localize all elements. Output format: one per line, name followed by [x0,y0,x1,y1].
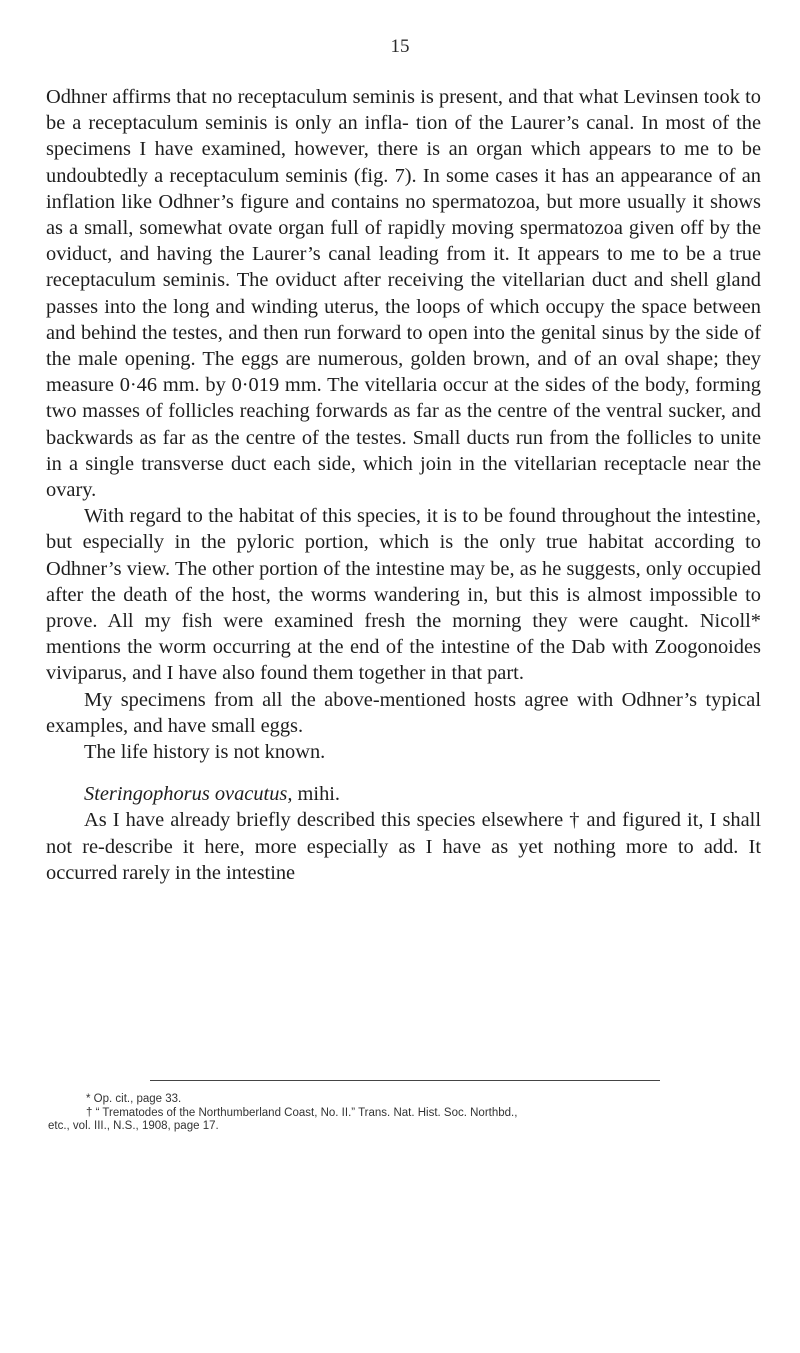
footnote-trematodes-continued: etc., vol. III., N.S., 1908, page 17. [48,1120,219,1132]
species-name: Steringophorus ovacutus, [84,783,293,806]
paragraph-reproductive-organs: Odhner affirms that no receptaculum seminis is present, and that what Levinsen took to be a receptaculum seminis is only an infla- tion of the Laurer’s canal. In most of the specimens I have examined, however, there is an organ which appears to me to be undoubtedly a receptaculum seminis (fig. 7). In some cases it has an appearance of an inflation like Odhner’s figure and contains no spermatozoa, but more usually it shows as a small, somewhat ovate organ full of rapidly moving spermatozoa given off by the oviduct, and having the Laurer’s canal leading from it. It appears to me to be a true receptaculum seminis. The oviduct after receiving the vitellarian duct and shell gland passes into the long and winding uterus, the loops of which occupy the space between and behind the testes, and then run forward to open into the genital sinus by the side of the male opening. The eggs are numerous, golden brown, and of an oval shape; they measure 0·46 mm. by 0·019 mm. The vitellaria occur at the sides of the body, forming two masses of follicles reaching forwards as far as the centre of the ventral sucker, and backwards as far as the centre of the testes. Small ducts run from the follicles to unite in a single transverse duct each side, which join in the vitellarian receptacle near the ovary. [46,86,761,502]
footnote-divider [150,1080,660,1081]
paragraph-habitat: With regard to the habitat of this species, it is to be found throughout the intestine, but especially in the pyloric portion, which is the only true habitat according to Odhner’s view. The other portion of the intestine may be, as he suggests, only occupied after the death of the host, the worms wandering in, but this is almost impossible to prove. All my fish were examined fresh the morning they were caught. Nicoll* mentions the worm occurring at the end of the intestine of the Dab with Zoogonoides viviparus, and I have also found them together in that part. [46,505,761,685]
paragraph-life-history: The life history is not known. [84,741,326,764]
body-text [46,84,761,886]
paragraph-specimens: My specimens from all the above-mentioned hosts agree with Odhner’s typical examples, and have small eggs. [46,688,761,737]
footnote-op-cit: * Op. cit., page 33. [86,1093,182,1105]
species-heading [46,781,761,807]
footnotes [48,1093,768,1134]
species-author: mihi. [297,783,341,806]
paragraph-description: As I have already briefly described this species elsewhere † and figured it, I shall not re-describe it here, more especially as I have as yet nothing more to add. It occurred rarely in the intestine [46,809,761,884]
footnote-trematodes: † “ Trematodes of the Northumberland Coast, No. II.” Trans. Nat. Hist. Soc. Northbd., [86,1106,518,1119]
page-number: 15 [390,36,410,57]
